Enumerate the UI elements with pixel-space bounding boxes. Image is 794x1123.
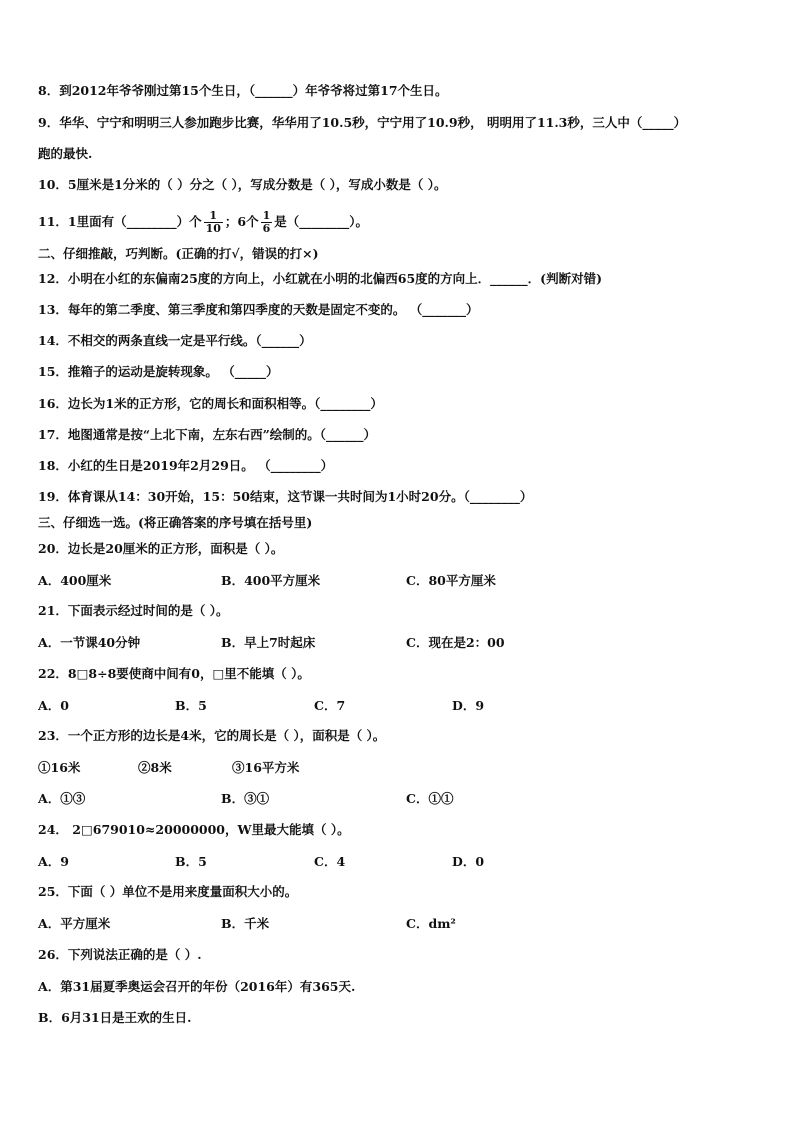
- question-21: 21．下面表示经过时间的是（ ）。: [38, 603, 229, 618]
- q23-option-b: B．③①: [221, 791, 270, 806]
- question-26: 26．下列说法正确的是（ ）.: [38, 947, 202, 962]
- q20-option-b: B．400平方厘米: [221, 573, 321, 588]
- q24-option-b: B．5: [175, 854, 207, 869]
- q23-option-a: A．①③: [38, 791, 86, 806]
- question-14: 14．不相交的两条直线一定是平行线。（______）: [38, 333, 312, 348]
- q11-part2: ；6个: [224, 214, 259, 229]
- section-3-heading: 三、仔细选一选。(将正确答案的序号填在括号里): [38, 515, 313, 530]
- q23-option-c: C．①①: [406, 791, 454, 806]
- q23-choice-3: ③16平方米: [232, 760, 300, 775]
- question-25: 25．下面（ ）单位不是用来度量面积大小的。: [38, 884, 298, 899]
- question-9-line-2: 跑的最快.: [38, 146, 93, 161]
- question-9-line-1: 9．华华、宁宁和明明三人参加跑步比赛，华华用了10.5秒，宁宁用了10.9秒， 明明用了11.3秒，三人中（_____）: [38, 115, 687, 130]
- fraction-1-10: $\frac{1}{10}$: [205, 209, 221, 235]
- question-19: 19．体育课从14：30开始，15：50结束，这节课一共时间为1小时20分。（________）: [38, 489, 533, 504]
- fraction-1-6: $\frac{1}{6}$: [262, 209, 271, 235]
- q22-option-b: B．5: [175, 698, 207, 713]
- section-2-heading: 二、仔细推敲，巧判断。(正确的打√，错误的打×): [38, 246, 319, 261]
- q23-choice-2: ②8米: [138, 760, 172, 775]
- q24-option-d: D．0: [452, 854, 485, 869]
- question-11: [38, 208, 764, 236]
- q20-option-a: A．400厘米: [38, 573, 112, 588]
- q25-option-b: B．千米: [221, 916, 270, 931]
- q21-option-a: A．一节课40分钟: [38, 635, 141, 650]
- q11-part3: 是（________）。: [274, 214, 369, 229]
- q24-option-a: A．9: [38, 854, 69, 869]
- q25-option-a: A．平方厘米: [38, 916, 111, 931]
- question-18: 18．小红的生日是2019年2月29日。 （________）: [38, 458, 334, 473]
- q25-option-c: C．dm²: [406, 916, 456, 931]
- q26-option-b: B．6月31日是王欢的生日.: [38, 1010, 192, 1025]
- q22-option-c: C．7: [314, 698, 346, 713]
- q20-option-c: C．80平方厘米: [406, 573, 496, 588]
- question-10: 10．5厘米是1分米的（ ）分之（ ），写成分数是（ ），写成小数是（ ）。: [38, 177, 447, 192]
- question-8: 8．到2012年爷爷刚过第15个生日，（______）年爷爷将过第17个生日。: [38, 83, 448, 98]
- question-24: 24． 2□679010≈20000000，W里最大能填（ ）。: [38, 822, 350, 837]
- question-12: 12．小明在小红的东偏南25度的方向上，小红就在小明的北偏西65度的方向上．______．(判断对错): [38, 271, 603, 286]
- q24-option-c: C．4: [314, 854, 346, 869]
- q21-option-c: C．现在是2：00: [406, 635, 505, 650]
- q21-option-b: B．早上7时起床: [221, 635, 316, 650]
- question-22: 22．8□8÷8要使商中间有0，□里不能填（ ）。: [38, 666, 310, 681]
- question-17: 17．地图通常是按“上北下南，左东右西”绘制的。（______）: [38, 427, 377, 442]
- q11-part1: 11．1里面有（________）个: [38, 214, 202, 229]
- blank-box: □: [76, 666, 89, 681]
- q22-option-a: A．0: [38, 698, 69, 713]
- question-13: 13．每年的第二季度、第三季度和第四季度的天数是固定不变的。 （_______）: [38, 302, 479, 317]
- question-16: 16．边长为1米的正方形，它的周长和面积相等。（________）: [38, 396, 383, 411]
- q23-choice-1: ①16米: [38, 760, 81, 775]
- blank-box: □: [80, 822, 93, 837]
- question-23: 23．一个正方形的边长是4米，它的周长是（ ），面积是（ ）。: [38, 728, 386, 743]
- question-20: 20．边长是20厘米的正方形，面积是（ ）。: [38, 541, 284, 556]
- q26-option-a: A．第31届夏季奥运会召开的年份（2016年）有365天.: [38, 979, 356, 994]
- question-15: 15．推箱子的运动是旋转现象。 （_____）: [38, 364, 279, 379]
- q22-option-d: D．9: [452, 698, 485, 713]
